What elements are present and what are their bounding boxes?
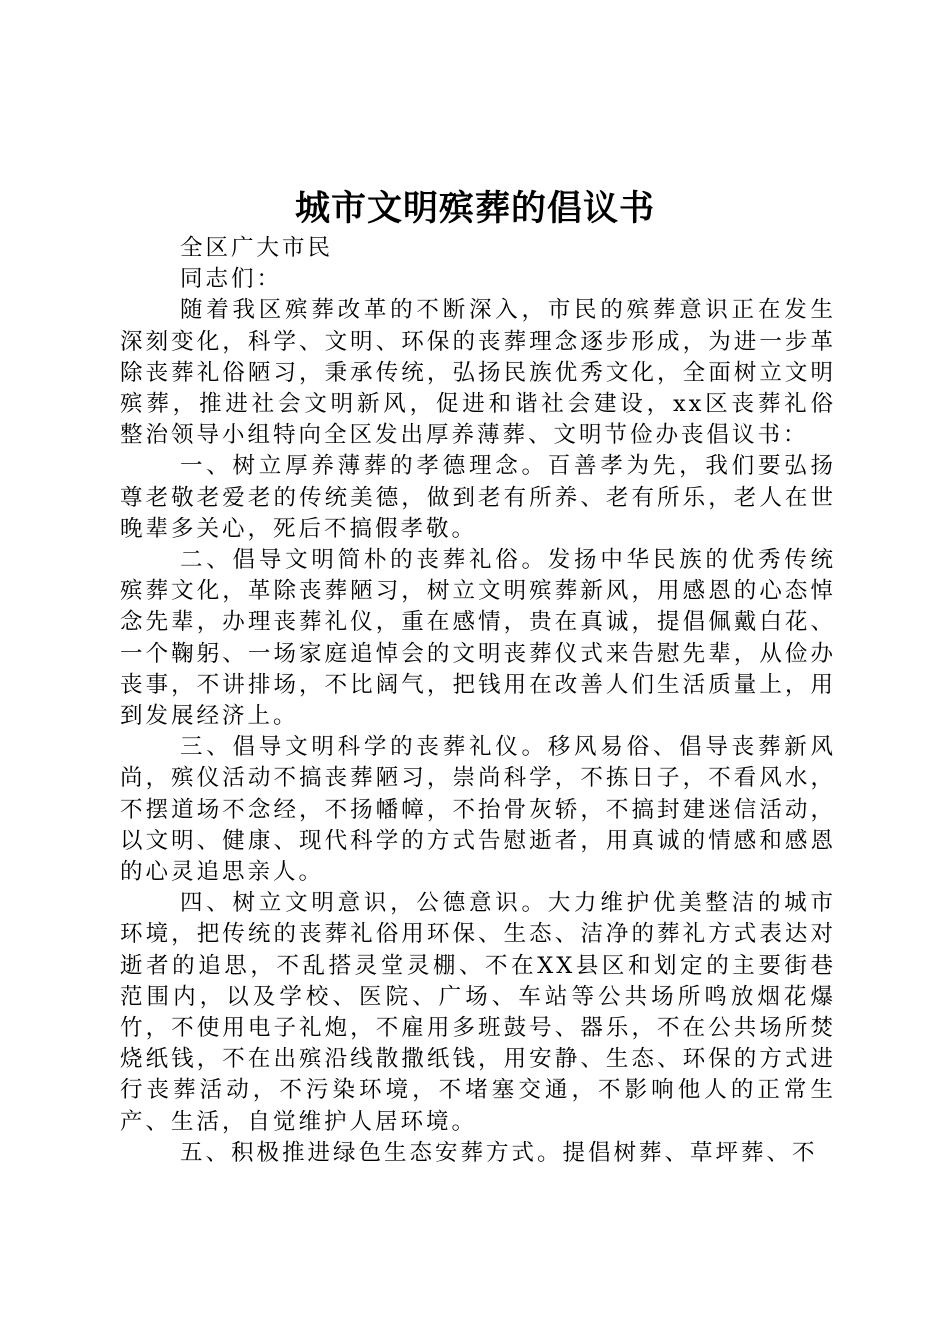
paragraph-item-2: 二、倡导文明简朴的丧葬礼俗。发扬中华民族的优秀传统殡葬文化，革除丧葬陋习，树立文明殡葬新风，用感恩的心态悼念先辈，办理丧葬礼仪，重在感情，贵在真诚，提倡佩戴白花、一个鞠躬、一场家庭追悼会的文明丧葬仪式来告慰先辈，从俭办丧事，不讲排场，不比阔气，把钱用在改善人们生活质量上，用到发展经济上。 <box>120 547 836 730</box>
paragraph-item-5: 五、积极推进绿色生态安葬方式。提倡树葬、草坪葬、不 <box>180 1139 818 1166</box>
paragraph-item-4: 四、树立文明意识，公德意识。大力维护优美整洁的城市环境，把传统的丧葬礼俗用环保、生态、洁净的葬礼方式表达对逝者的追思，不乱搭灵堂灵棚、不在XX县区和划定的主要街巷范围内，以及学校、医院、广场、车站等公共场所鸣放烟花爆竹，不使用电子礼炮，不雇用多班鼓号、器乐，不在公共场所焚烧纸钱，不在出殡沿线散撒纸钱，用安静、生态、环保的方式进行丧葬活动，不污染环境，不堵塞交通，不影响他人的正常生产、生活，自觉维护人居环境。 <box>120 890 836 1135</box>
document-title: 城市文明殡葬的倡议书 <box>294 188 655 229</box>
paragraph-intro: 随着我区殡葬改革的不断深入，市民的殡葬意识正在发生深刻变化，科学、文明、环保的丧葬理念逐步形成，为进一步革除丧葬礼俗陋习，秉承传统，弘扬民族优秀文化，全面树立文明殡葬，推进社会文明新风，促进和谐社会建设，xx区丧葬礼俗整治领导小组特向全区发出厚养薄葬、文明节俭办丧倡议书： <box>120 297 836 449</box>
salutation-recipients: 全区广大市民 <box>180 235 334 261</box>
salutation-comrades: 同志们： <box>180 266 283 293</box>
paragraph-item-1: 一、树立厚养薄葬的孝德理念。百善孝为先，我们要弘扬尊老敬老爱老的传统美德，做到老有所养、老有所乐，老人在世晚辈多关心，死后不搞假孝敬。 <box>120 453 836 542</box>
paragraph-item-3: 三、倡导文明科学的丧葬礼仪。移风易俗、倡导丧葬新风尚，殡仪活动不搞丧葬陋习，崇尚科学，不拣日子，不看风水，不摆道场不念经，不扬幡幛，不抬骨灰轿，不搞封建迷信活动，以文明、健康、现代科学的方式告慰逝者，用真诚的情感和感恩的心灵追思亲人。 <box>120 734 836 886</box>
document-body <box>120 233 836 1169</box>
